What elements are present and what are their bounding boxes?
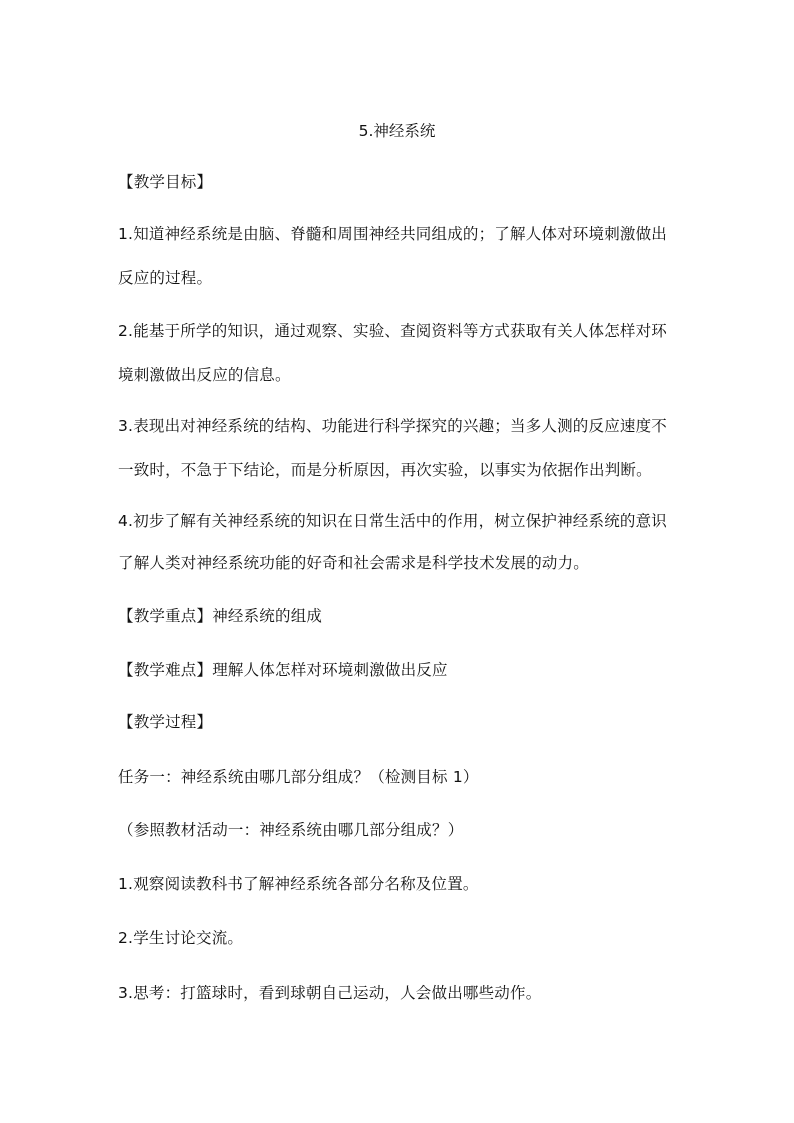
objective-4-line-1: 4.初步了解有关神经系统的知识在日常生活中的作用，树立保护神经系统的意识: [118, 512, 667, 530]
task-1: 任务一：神经系统由哪几部分组成？（检测目标 1）: [118, 768, 479, 786]
objective-4-line-2: 了解人类对神经系统功能的好奇和社会需求是科学技术发展的动力。: [118, 554, 590, 572]
step-3: 3.思考：打篮球时，看到球朝自己运动，人会做出哪些动作。: [118, 984, 542, 1002]
objectives-heading: 【教学目标】: [118, 173, 213, 191]
objective-2-line-2: 境刺激做出反应的信息。: [118, 366, 291, 384]
objective-1-line-2: 反应的过程。: [118, 269, 213, 287]
key-point: 【教学重点】神经系统的组成: [118, 607, 323, 625]
objective-3-line-2: 一致时，不急于下结论，而是分析原因，再次实验，以事实为依据作出判断。: [118, 461, 652, 479]
process-heading: 【教学过程】: [118, 713, 213, 731]
difficulty-point: 【教学难点】理解人体怎样对环境刺激做出反应: [118, 661, 448, 679]
step-2: 2.学生讨论交流。: [118, 929, 244, 947]
task-1-reference: （参照教材活动一：神经系统由哪几部分组成？）: [118, 821, 464, 839]
objective-1-line-1: 1.知道神经系统是由脑、脊髓和周围神经共同组成的；了解人体对环境刺激做出: [118, 225, 667, 243]
objective-2-line-1: 2.能基于所学的知识，通过观察、实验、查阅资料等方式获取有关人体怎样对环: [118, 322, 667, 340]
step-1: 1.观察阅读教科书了解神经系统各部分名称及位置。: [118, 875, 479, 893]
document-title: 5.神经系统: [358, 122, 436, 140]
objective-3-line-1: 3.表现出对神经系统的结构、功能进行科学探究的兴趣；当多人测的反应速度不: [118, 417, 667, 435]
